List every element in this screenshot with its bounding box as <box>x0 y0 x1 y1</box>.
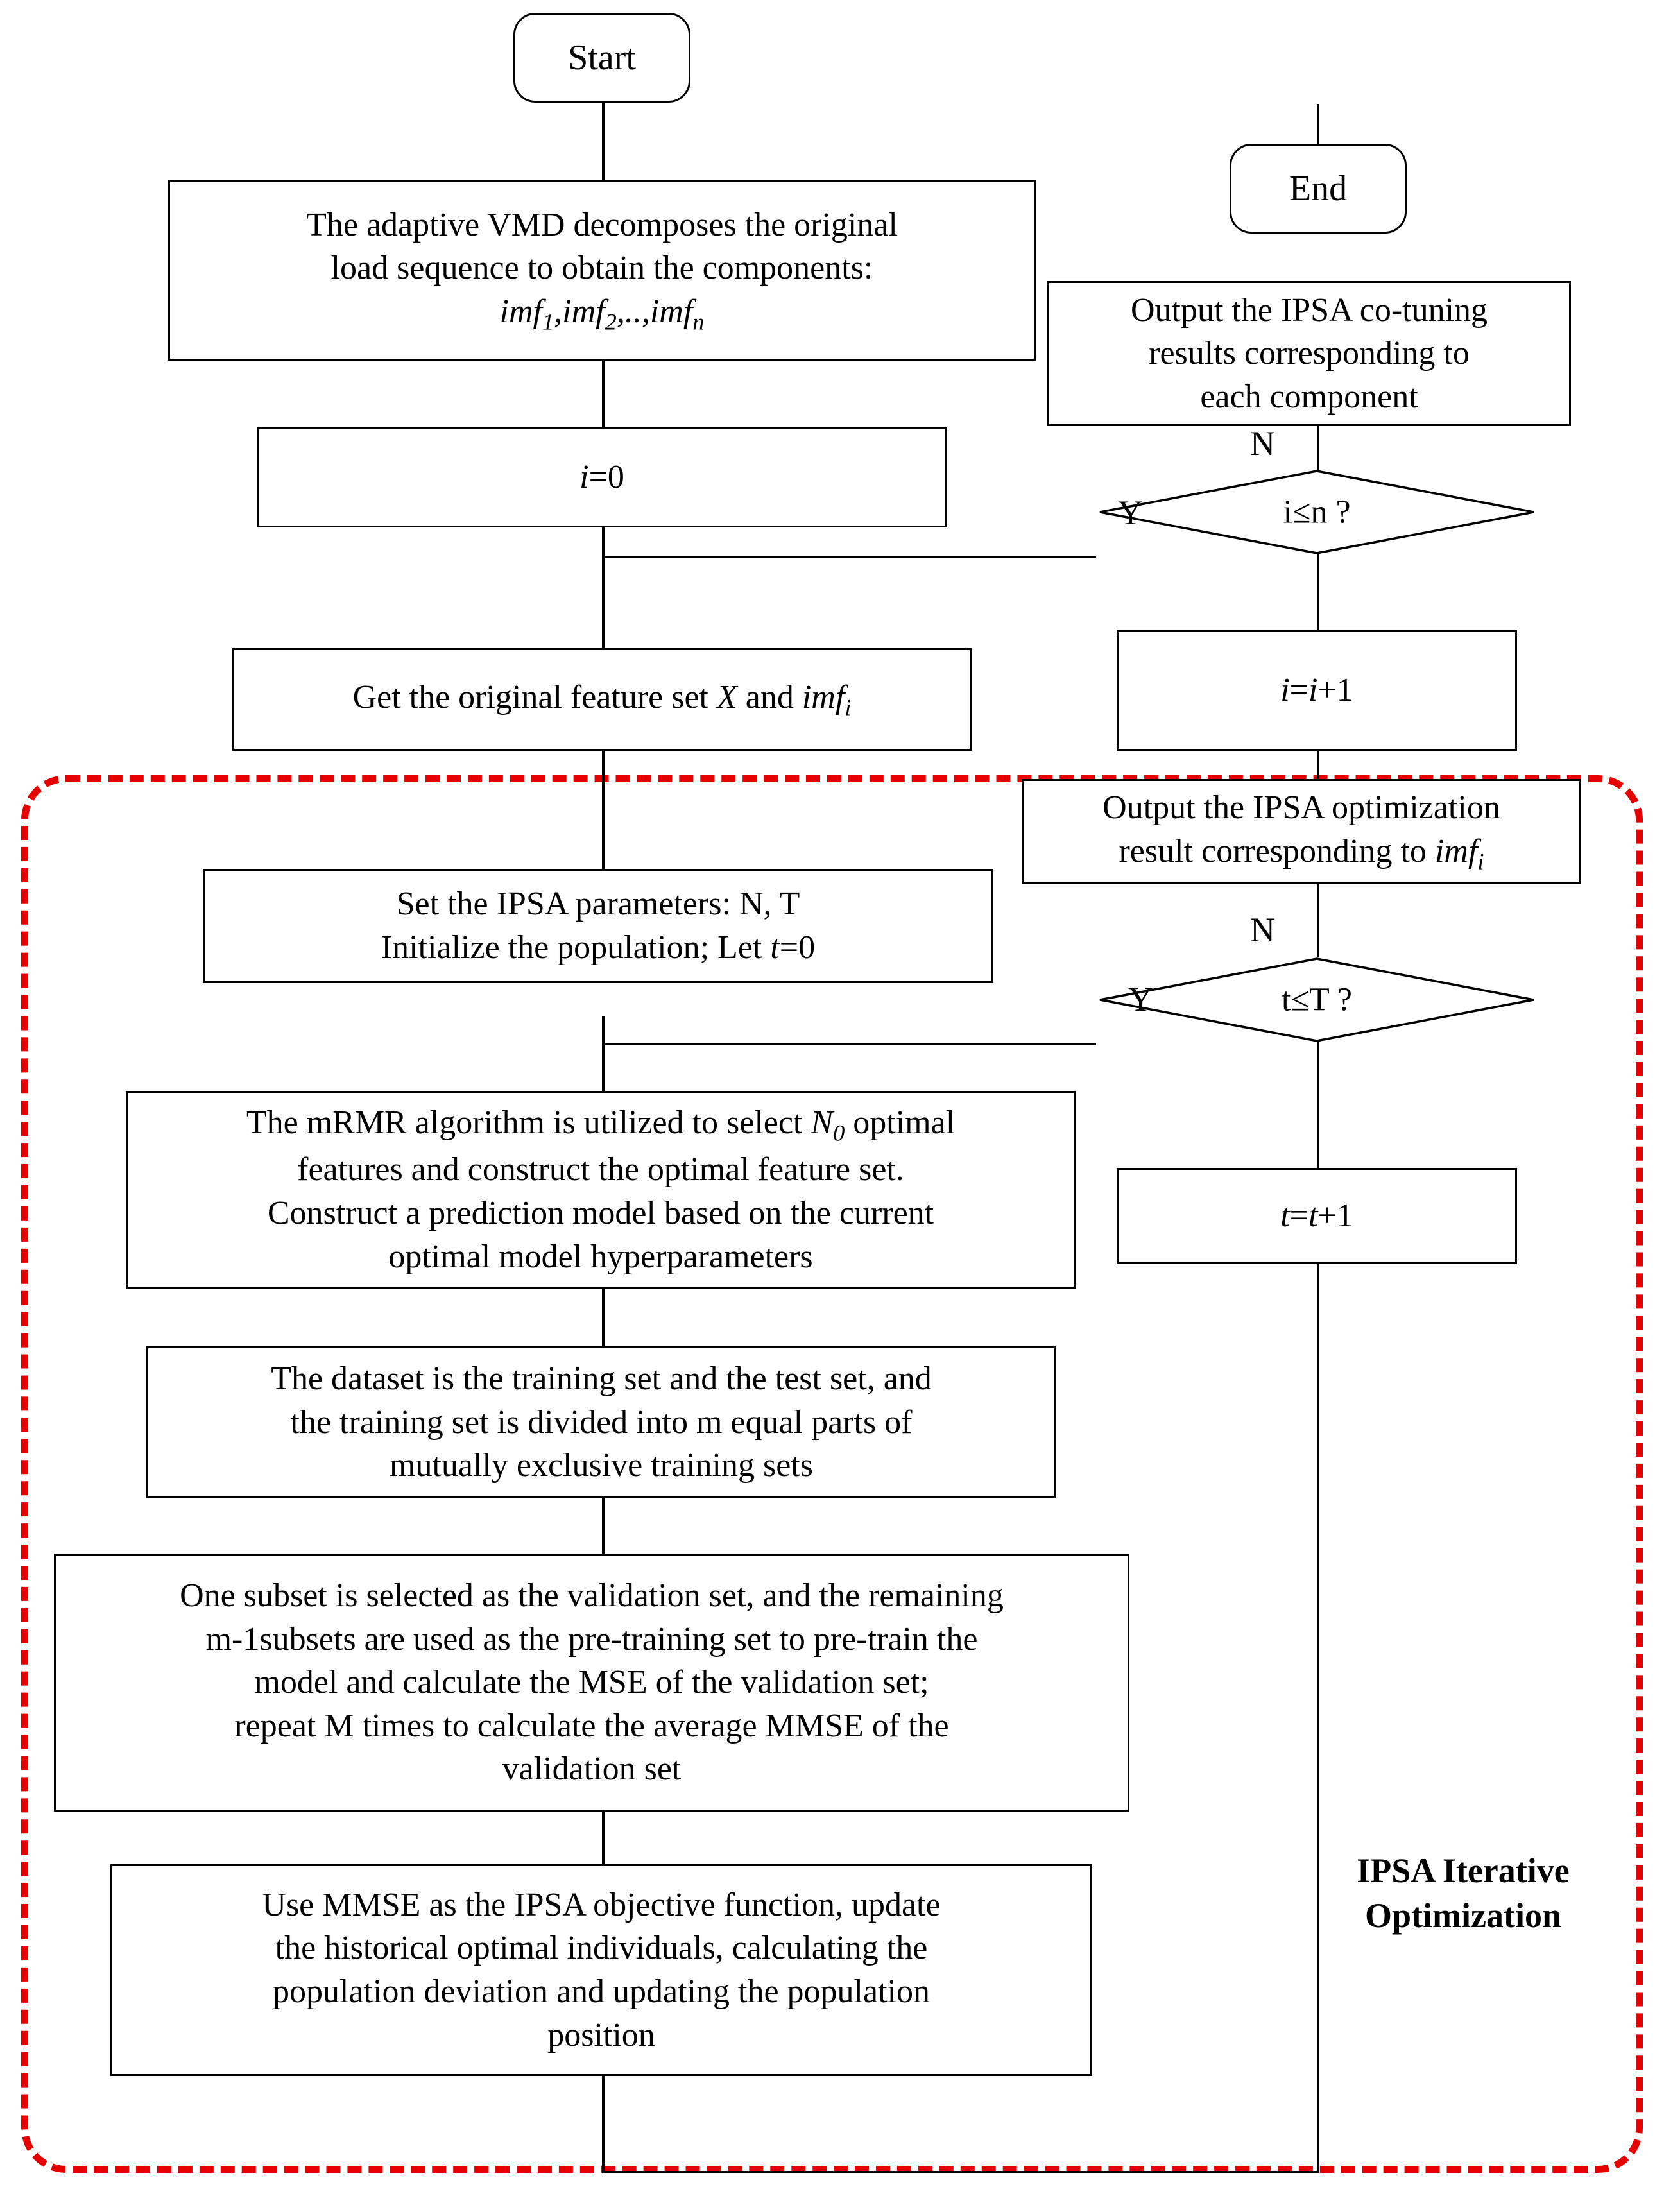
decision-i-le-n[interactable] <box>1099 470 1535 554</box>
node-vmd-sub2: 2 <box>605 309 617 335</box>
region-label-ipsa-iterative-optimization <box>1322 1848 1604 1938</box>
node-mmse-objective-update[interactable] <box>110 1864 1092 2076</box>
node-init-i-var: i <box>579 459 589 496</box>
node-set-ipsa-parameters[interactable] <box>203 869 993 983</box>
node-increment-t-var: t <box>1308 1197 1318 1235</box>
connector-dataset-to-subset <box>602 1498 605 1554</box>
node-increment-i[interactable] <box>1117 630 1517 751</box>
connector-diamond-to-inci <box>1317 553 1319 630</box>
connector-junction-to-getfeature <box>602 552 605 648</box>
node-increment-t-post: +1 <box>1317 1197 1353 1235</box>
node-set-ipsa-text <box>205 882 991 969</box>
node-get-original-feature-set[interactable] <box>232 648 972 751</box>
node-output-cotuning-line1: Output the IPSA co-tuning <box>1130 291 1488 329</box>
node-mrmr-feature-selection[interactable] <box>126 1091 1076 1289</box>
connector-feedback-bottom <box>602 2171 1319 2173</box>
connector-feedback-up-to-tplus1 <box>1317 1215 1319 2172</box>
connector-vmd-to-init <box>602 359 605 429</box>
node-increment-t-text <box>1119 1194 1515 1238</box>
node-increment-t-pre: t <box>1280 1197 1290 1235</box>
decision-t-le-T[interactable] <box>1099 957 1535 1042</box>
connector-mmse-to-feedback <box>602 2076 605 2172</box>
node-get-feature-varimf: imf <box>802 679 845 716</box>
node-dataset-split[interactable] <box>146 1346 1056 1498</box>
node-increment-i-var: i <box>1308 672 1318 709</box>
node-get-feature-mid: and <box>737 679 802 716</box>
connector-tdiamond-to-inct <box>1317 1040 1319 1168</box>
node-set-ipsa-var-t: t <box>770 929 780 966</box>
node-vmd-sub3: n <box>692 309 705 335</box>
node-increment-t[interactable] <box>1117 1168 1517 1264</box>
node-mrmr-text <box>128 1101 1074 1279</box>
node-mrmr-line2: features and construct the optimal feature set. <box>297 1151 904 1188</box>
node-subset-line4: repeat M times to calculate the average MMSE of the <box>234 1707 949 1744</box>
node-vmd-math-prefix: imf <box>499 293 542 330</box>
node-get-feature-sub: i <box>845 694 852 721</box>
edge-label-t-le-T-yes: Y <box>1128 980 1153 1018</box>
connector-start-to-vmd <box>602 103 605 180</box>
node-output-opt-text <box>1024 786 1579 877</box>
node-vmd-line1: The adaptive VMD decomposes the original <box>306 206 898 243</box>
node-output-opt-sub: i <box>1477 848 1484 875</box>
connector-mrmr-to-dataset <box>602 1289 605 1346</box>
decision-i-le-n-label: i≤n ? <box>1283 493 1351 531</box>
node-vmd-text <box>170 203 1034 338</box>
node-mmse-text <box>112 1883 1090 2057</box>
connector-outputopt-to-tdiamond <box>1317 884 1319 957</box>
node-set-ipsa-line1: Set the IPSA parameters: N, T <box>396 886 800 923</box>
node-subset-line1: One subset is selected as the validation set, and the remaining <box>180 1577 1004 1615</box>
node-mmse-line3: population deviation and updating the population <box>273 1973 930 2010</box>
node-increment-i-text <box>1119 669 1515 712</box>
node-increment-i-pre: i <box>1280 672 1290 709</box>
node-get-feature-varx: X <box>717 679 737 716</box>
node-output-cotuning-results[interactable] <box>1047 281 1571 426</box>
node-cross-validation[interactable] <box>54 1554 1129 1812</box>
edge-label-i-le-n-no: N <box>1250 424 1275 463</box>
edge-label-t-le-T-no: N <box>1250 911 1275 949</box>
node-output-optimization-result[interactable] <box>1022 779 1581 884</box>
node-output-cotuning-text <box>1049 289 1569 419</box>
node-vmd-mid1: ,imf <box>554 293 605 330</box>
node-init-i-text <box>259 456 945 499</box>
node-mmse-line1: Use MMSE as the IPSA objective function, update <box>262 1886 941 1923</box>
connector-subset-to-mmse <box>602 1812 605 1864</box>
connector-tn-yes-to-spine <box>602 1043 1096 1045</box>
region-label-line2: Optimization <box>1365 1896 1561 1935</box>
node-mrmr-sub: 0 <box>833 1120 845 1146</box>
node-vmd-sub1: 1 <box>542 309 554 335</box>
node-output-cotuning-line3: each component <box>1200 378 1418 415</box>
node-mrmr-line1-pre: The mRMR algorithm is utilized to select <box>246 1104 811 1141</box>
region-label-line1: IPSA Iterative <box>1357 1851 1570 1890</box>
node-end-label: End <box>1289 168 1348 209</box>
node-mrmr-line4: optimal model hyperparameters <box>388 1238 813 1275</box>
node-start[interactable] <box>513 13 690 103</box>
node-start-label: Start <box>568 37 636 78</box>
node-vmd-line2: load sequence to obtain the components: <box>330 250 873 287</box>
node-vmd-decomposition[interactable] <box>168 180 1036 361</box>
node-init-i-val: =0 <box>588 459 624 496</box>
node-subset-line2: m-1subsets are used as the pre-training set to pre-train the <box>205 1620 978 1658</box>
node-mmse-line4: position <box>547 2016 655 2053</box>
node-dataset-line3: mutually exclusive training sets <box>390 1447 813 1484</box>
node-init-i[interactable] <box>257 427 947 527</box>
node-mrmr-line1-post: optimal <box>845 1104 956 1141</box>
node-mrmr-line3: Construct a prediction model based on the current <box>267 1195 934 1232</box>
node-dataset-text <box>148 1357 1054 1488</box>
node-mrmr-var-n: N <box>811 1104 834 1141</box>
node-dataset-line1: The dataset is the training set and the test set, and <box>271 1360 932 1398</box>
edge-label-i-le-n-yes: Y <box>1118 493 1143 532</box>
node-output-opt-line1: Output the IPSA optimization <box>1102 789 1500 827</box>
node-subset-line3: model and calculate the MSE of the validation set; <box>254 1664 929 1701</box>
node-subset-text <box>56 1574 1128 1791</box>
node-increment-i-mid: = <box>1289 672 1308 709</box>
node-subset-line5: validation set <box>502 1751 682 1788</box>
connector-in-yes-to-spine <box>602 556 1096 558</box>
node-vmd-mid2: ,..,imf <box>616 293 693 330</box>
node-get-feature-pre: Get the original feature set <box>352 679 717 716</box>
node-end[interactable] <box>1230 144 1407 234</box>
node-increment-t-mid: = <box>1289 1197 1308 1235</box>
node-get-feature-text <box>234 676 970 723</box>
node-set-ipsa-line2-post: =0 <box>779 929 816 966</box>
node-increment-i-post: +1 <box>1317 672 1353 709</box>
node-set-ipsa-line2-pre: Initialize the population; Let <box>381 929 771 966</box>
node-output-cotuning-line2: results corresponding to <box>1149 335 1470 372</box>
node-mmse-line2: the historical optimal individuals, calculating the <box>275 1930 928 1967</box>
connector-tjunction-to-mrmr <box>602 1043 605 1095</box>
node-output-opt-line2-pre: result corresponding to <box>1119 832 1435 870</box>
node-output-opt-var: imf <box>1434 832 1478 870</box>
decision-t-le-T-label: t≤T ? <box>1282 981 1352 1018</box>
node-dataset-line2: the training set is divided into m equal parts of <box>290 1403 913 1441</box>
